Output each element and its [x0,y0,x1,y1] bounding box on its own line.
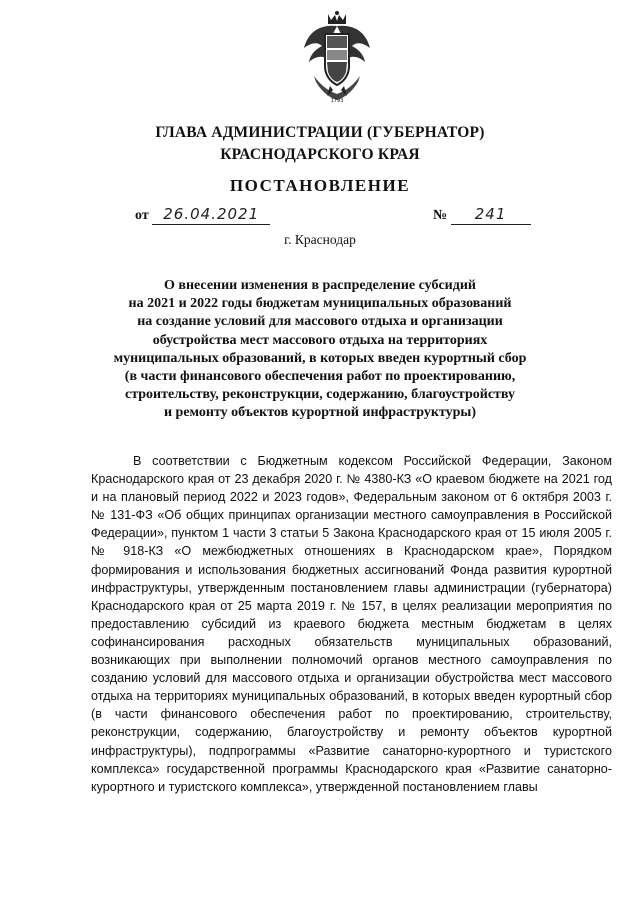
title-line: строительству, реконструкции, содержанию, благоустройству [124,387,516,403]
document-body [91,452,612,796]
date-handwritten: 26.04.2021 [163,205,260,223]
number-field [451,205,531,225]
coat-of-arms-emblem [300,10,374,106]
title-line: на создание условий для массового отдыха и организации [137,314,503,330]
svg-text:1793: 1793 [330,98,344,104]
title-line: обустройства мест массового отдыха на территориях [152,332,488,348]
issuing-authority [0,122,640,166]
number-handwritten: 241 [474,205,507,223]
number-prefix: № [433,208,448,223]
title-line: (в части финансового обеспечения работ по проектированию, [124,369,516,385]
date-field [152,205,270,225]
document-type: ПОСТАНОВЛЕНИЕ [229,176,411,195]
authority-line-2: КРАСНОДАРСКОГО КРАЯ [220,146,420,163]
title-line: и ремонту объектов курортной инфраструктуры) [163,405,477,421]
authority-line-1: ГЛАВА АДМИНИСТРАЦИИ (ГУБЕРНАТОР) [155,124,485,141]
title-line: на 2021 и 2022 годы бюджетам муниципальных образований [128,296,512,312]
document-city: г. Краснодар [284,232,356,247]
date-prefix: от [135,208,149,223]
title-line: муниципальных образований, в которых введен курортный сбор [113,350,527,366]
document-title [0,277,640,423]
body-paragraph: В соответствии с Бюджетным кодексом Российской Федерации, Законом Краснодарского края от 23 декабря 2020 г. № 4380-КЗ «О краевом бюджете на 2021 год и на плановый период 2022 и 2023 годов», Федеральным законом от 6 октября 2003 г. № 131-ФЗ «Об общих принципах организации местного самоуправления в Российской Федерации», пунктом 1 части 3 статьи 5 Закона Краснодарского края от 15 июля 2005 г. № 918-КЗ «О межбюджетных отношениях в Краснодарском крае», Порядком формирования и использования бюджетных ассигнований Фонда развития курортной инфраструктуры, утвержденным постановлением главы администрации (губернатора) Краснодарского края от 25 марта 2019 г. № 157, в целях реализации мероприятия по предоставлению субсидий из краевого бюджета местным бюджетам в целях софинансирования расходных обязательств муниципальных образований, возникающих при выполнении полномочий органов местного самоуправления по созданию условий для массового отдыха и организации обустройства мест массового отдыха на территориях муниципальных образований, в которых введен курортный сбор (в части финансового обеспечения работ по проектированию, строительству, реконструкции, содержанию, благоустройству и ремонту объектов курортной инфраструктуры), подпрограммы «Развитие санаторно-курортного и туристского комплекса» государственной программы Краснодарского края «Развитие санаторно-курортного и туристского комплекса», утвержденной постановлением главы [91,454,612,794]
title-line: О внесении изменения в распределение субсидий [164,278,476,293]
document-number [433,205,531,225]
document-date [135,205,270,225]
